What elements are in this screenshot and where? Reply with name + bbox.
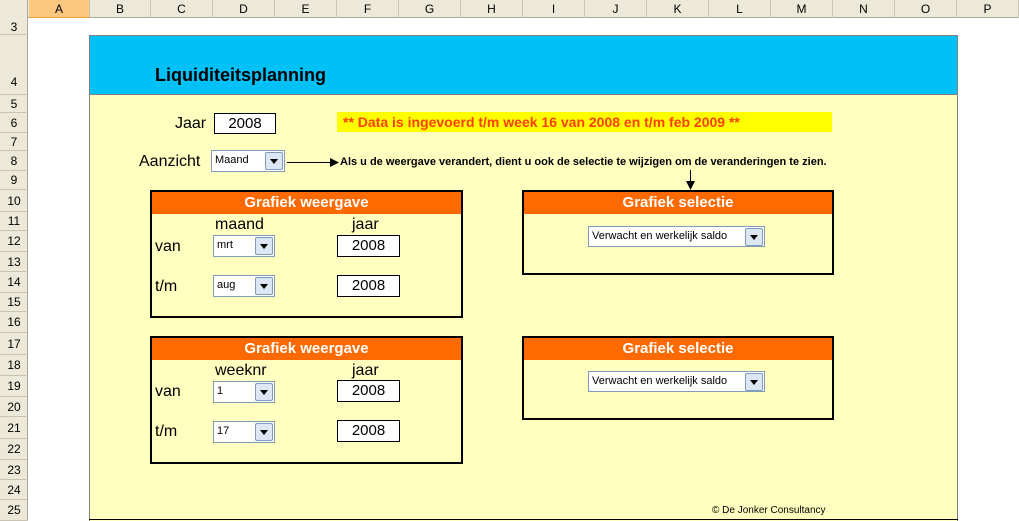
column-header-m[interactable]: M (771, 0, 833, 18)
van-label: van (155, 238, 181, 255)
row-header-12[interactable]: 12 (0, 231, 28, 252)
tm-month-value: aug (217, 279, 236, 291)
van-year-input[interactable]: 2008 (337, 235, 400, 257)
row-header-25[interactable]: 25 (0, 500, 28, 521)
selection-dropdown-1[interactable] (588, 226, 765, 247)
row-header-7[interactable]: 7 (0, 133, 28, 151)
row-header-18[interactable]: 18 (0, 355, 28, 376)
data-notice: ** Data is ingevoerd t/m week 16 van 2008 en t/m feb 2009 ** (337, 112, 832, 132)
row-header-9[interactable]: 9 (0, 171, 28, 190)
copyright-text: © De Jonker Consultancy (712, 505, 826, 516)
van-label-2: van (155, 383, 181, 400)
van-month-value: mrt (217, 239, 233, 251)
row-header-16[interactable]: 16 (0, 312, 28, 333)
column-header-i[interactable]: I (523, 0, 585, 18)
hint-text: Als u de weergave verandert, dient u ook de selectie te wijzigen om de veranderingen te zien. (340, 156, 827, 168)
row-header-6[interactable]: 6 (0, 113, 28, 133)
column-header-e[interactable]: E (275, 0, 337, 18)
chevron-down-icon[interactable] (265, 152, 283, 170)
arrow-down-icon (686, 181, 695, 190)
weeknr-column-label: weeknr (215, 362, 267, 379)
jaar-label: Jaar (175, 115, 207, 132)
column-header-c[interactable]: C (151, 0, 213, 18)
tm-week-dropdown[interactable] (213, 421, 275, 443)
chevron-down-icon[interactable] (255, 277, 273, 295)
row-header-8[interactable]: 8 (0, 151, 28, 171)
panel-bottom-border (89, 519, 958, 520)
column-header-d[interactable]: D (213, 0, 275, 18)
column-header-f[interactable]: F (337, 0, 399, 18)
month-range-section (150, 190, 463, 318)
van-year-input-2[interactable]: 2008 (337, 380, 400, 402)
row-header-3[interactable]: 3 (0, 18, 28, 35)
column-header-a[interactable]: A (29, 0, 90, 18)
tm-week-value: 17 (217, 425, 230, 437)
chevron-down-icon[interactable] (255, 237, 273, 255)
selection-value-1: Verwacht en werkelijk saldo (592, 230, 728, 242)
column-header-k[interactable]: K (647, 0, 709, 18)
aanzicht-value: Maand (215, 154, 249, 166)
row-header-20[interactable]: 20 (0, 397, 28, 417)
aanzicht-label: Aanzicht (139, 153, 201, 170)
jaar-input[interactable]: 2008 (214, 113, 276, 134)
column-headers (0, 0, 1019, 18)
month-section-header: Grafiek weergave (152, 192, 461, 214)
selection-value-2: Verwacht en werkelijk saldo (592, 375, 728, 387)
column-header-n[interactable]: N (833, 0, 895, 18)
tm-month-dropdown[interactable] (213, 275, 275, 297)
chevron-down-icon[interactable] (255, 423, 273, 441)
row-header-22[interactable]: 22 (0, 439, 28, 460)
column-header-h[interactable]: H (461, 0, 523, 18)
column-header-j[interactable]: J (585, 0, 647, 18)
row-header-23[interactable]: 23 (0, 460, 28, 480)
column-header-l[interactable]: L (709, 0, 771, 18)
aanzicht-dropdown[interactable] (211, 150, 285, 172)
tm-label-2: t/m (155, 423, 178, 440)
van-week-value: 1 (217, 385, 224, 397)
chevron-down-icon[interactable] (745, 228, 763, 246)
column-header-o[interactable]: O (895, 0, 957, 18)
row-header-24[interactable]: 24 (0, 480, 28, 500)
tm-year-input-2[interactable]: 2008 (337, 420, 400, 442)
arrow-right-icon (330, 158, 339, 167)
row-header-14[interactable]: 14 (0, 272, 28, 293)
maand-column-label: maand (215, 216, 264, 233)
column-header-b[interactable]: B (90, 0, 151, 18)
row-header-5[interactable]: 5 (0, 95, 28, 113)
selection-header-2: Grafiek selectie (524, 338, 832, 360)
week-section-header: Grafiek weergave (152, 338, 461, 360)
column-header-p[interactable]: P (957, 0, 1019, 18)
van-week-dropdown[interactable] (213, 381, 275, 403)
jaar-column-label-2: jaar (352, 362, 379, 379)
row-header-15[interactable]: 15 (0, 293, 28, 312)
row-headers (0, 18, 28, 521)
page-title: Liquiditeitsplanning (155, 65, 326, 85)
tm-year-input[interactable]: 2008 (337, 275, 400, 297)
arrow-line-right (287, 162, 331, 163)
select-all-corner[interactable] (0, 0, 28, 18)
row-header-4[interactable]: 4 (0, 35, 28, 95)
week-range-section (150, 336, 463, 464)
van-month-dropdown[interactable] (213, 235, 275, 257)
row-header-10[interactable]: 10 (0, 190, 28, 212)
row-header-13[interactable]: 13 (0, 252, 28, 272)
chevron-down-icon[interactable] (745, 373, 763, 391)
jaar-column-label: jaar (352, 216, 379, 233)
row-header-21[interactable]: 21 (0, 417, 28, 439)
tm-label: t/m (155, 278, 178, 295)
row-header-11[interactable]: 11 (0, 212, 28, 231)
chevron-down-icon[interactable] (255, 383, 273, 401)
row-header-19[interactable]: 19 (0, 376, 28, 397)
column-header-g[interactable]: G (399, 0, 461, 18)
selection-header-1: Grafiek selectie (524, 192, 832, 214)
selection-dropdown-2[interactable] (588, 371, 765, 392)
row-header-17[interactable]: 17 (0, 333, 28, 355)
